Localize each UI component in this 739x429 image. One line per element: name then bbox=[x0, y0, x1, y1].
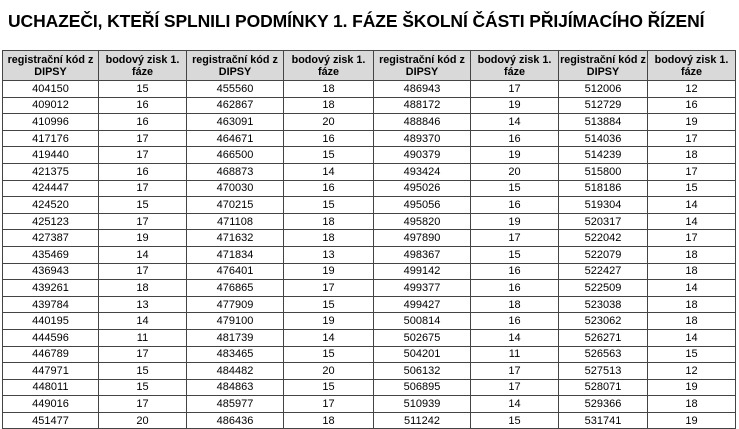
registration-code-cell: 440195 bbox=[3, 313, 99, 330]
registration-code-cell: 451477 bbox=[3, 412, 99, 429]
table-row bbox=[3, 197, 736, 214]
points-cell: 16 bbox=[471, 313, 559, 330]
registration-code-cell: 470030 bbox=[187, 180, 284, 197]
points-cell: 18 bbox=[648, 396, 736, 413]
table-row bbox=[3, 81, 736, 98]
points-cell: 14 bbox=[471, 396, 559, 413]
table-row bbox=[3, 313, 736, 330]
points-cell: 14 bbox=[648, 197, 736, 214]
registration-code-cell: 522509 bbox=[559, 280, 648, 297]
registration-code-cell: 506895 bbox=[374, 379, 471, 396]
points-cell: 14 bbox=[648, 329, 736, 346]
registration-code-cell: 489370 bbox=[374, 130, 471, 147]
registration-code-cell: 523038 bbox=[559, 296, 648, 313]
points-cell: 12 bbox=[648, 81, 736, 98]
registration-code-cell: 512729 bbox=[559, 97, 648, 114]
registration-code-cell: 476401 bbox=[187, 263, 284, 280]
points-cell: 19 bbox=[648, 412, 736, 429]
points-cell: 14 bbox=[99, 246, 187, 263]
table-row bbox=[3, 396, 736, 413]
points-cell: 15 bbox=[648, 346, 736, 363]
registration-code-cell: 515800 bbox=[559, 163, 648, 180]
points-cell: 14 bbox=[284, 163, 374, 180]
registration-code-cell: 448011 bbox=[3, 379, 99, 396]
points-cell: 15 bbox=[471, 246, 559, 263]
points-cell: 17 bbox=[99, 346, 187, 363]
table-row bbox=[3, 329, 736, 346]
page-title: UCHAZEČI, KTEŘÍ SPLNILI PODMÍNKY 1. FÁZE ŠKOLNÍ ČÁSTI PŘIJÍMACÍHO ŘÍZENÍ bbox=[8, 11, 705, 31]
registration-code-cell: 436943 bbox=[3, 263, 99, 280]
registration-code-cell: 522079 bbox=[559, 246, 648, 263]
registration-code-cell: 449016 bbox=[3, 396, 99, 413]
registration-code-cell: 490379 bbox=[374, 147, 471, 164]
registration-code-cell: 495026 bbox=[374, 180, 471, 197]
points-cell: 13 bbox=[284, 246, 374, 263]
registration-code-cell: 488172 bbox=[374, 97, 471, 114]
registration-code-cell: 499142 bbox=[374, 263, 471, 280]
registration-code-cell: 495056 bbox=[374, 197, 471, 214]
points-cell: 14 bbox=[471, 329, 559, 346]
registration-code-cell: 455560 bbox=[187, 81, 284, 98]
points-cell: 17 bbox=[471, 81, 559, 98]
registration-code-cell: 425123 bbox=[3, 213, 99, 230]
table-row bbox=[3, 114, 736, 131]
points-cell: 16 bbox=[284, 130, 374, 147]
points-cell: 17 bbox=[284, 396, 374, 413]
points-cell: 16 bbox=[99, 163, 187, 180]
points-cell: 17 bbox=[99, 396, 187, 413]
points-cell: 19 bbox=[648, 379, 736, 396]
points-cell: 17 bbox=[648, 130, 736, 147]
points-cell: 14 bbox=[284, 329, 374, 346]
points-cell: 18 bbox=[648, 296, 736, 313]
points-cell: 15 bbox=[471, 180, 559, 197]
table-row bbox=[3, 363, 736, 380]
points-cell: 18 bbox=[648, 147, 736, 164]
table-row bbox=[3, 263, 736, 280]
registration-code-cell: 493424 bbox=[374, 163, 471, 180]
points-cell: 15 bbox=[284, 147, 374, 164]
points-cell: 11 bbox=[99, 329, 187, 346]
points-cell: 16 bbox=[471, 280, 559, 297]
registration-code-cell: 468873 bbox=[187, 163, 284, 180]
registration-code-cell: 424520 bbox=[3, 197, 99, 214]
table-row bbox=[3, 246, 736, 263]
registration-code-cell: 476865 bbox=[187, 280, 284, 297]
registration-code-cell: 439261 bbox=[3, 280, 99, 297]
points-cell: 18 bbox=[471, 296, 559, 313]
points-cell: 18 bbox=[284, 81, 374, 98]
points-cell: 16 bbox=[99, 97, 187, 114]
table-row bbox=[3, 147, 736, 164]
points-cell: 20 bbox=[284, 363, 374, 380]
registration-code-cell: 462867 bbox=[187, 97, 284, 114]
registration-code-cell: 519304 bbox=[559, 197, 648, 214]
registration-code-cell: 404150 bbox=[3, 81, 99, 98]
points-cell: 20 bbox=[471, 163, 559, 180]
registration-code-cell: 526563 bbox=[559, 346, 648, 363]
registration-code-cell: 513884 bbox=[559, 114, 648, 131]
registration-code-cell: 471108 bbox=[187, 213, 284, 230]
registration-code-cell: 435469 bbox=[3, 246, 99, 263]
points-cell: 17 bbox=[648, 163, 736, 180]
points-cell: 15 bbox=[284, 197, 374, 214]
points-cell: 18 bbox=[648, 263, 736, 280]
points-cell: 15 bbox=[284, 296, 374, 313]
registration-code-cell: 447971 bbox=[3, 363, 99, 380]
points-cell: 20 bbox=[99, 412, 187, 429]
registration-code-cell: 499377 bbox=[374, 280, 471, 297]
registration-code-cell: 484482 bbox=[187, 363, 284, 380]
registration-code-cell: 417176 bbox=[3, 130, 99, 147]
column-header-code: registrační kód z DIPSY bbox=[187, 51, 284, 81]
registration-code-cell: 464671 bbox=[187, 130, 284, 147]
points-cell: 19 bbox=[284, 313, 374, 330]
points-cell: 19 bbox=[284, 263, 374, 280]
table-body bbox=[3, 81, 736, 429]
registration-code-cell: 427387 bbox=[3, 230, 99, 247]
registration-code-cell: 485977 bbox=[187, 396, 284, 413]
points-cell: 15 bbox=[99, 81, 187, 98]
points-cell: 15 bbox=[99, 197, 187, 214]
points-cell: 17 bbox=[99, 130, 187, 147]
table-header-row bbox=[3, 51, 736, 81]
registration-code-cell: 466500 bbox=[187, 147, 284, 164]
registration-code-cell: 497890 bbox=[374, 230, 471, 247]
registration-code-cell: 439784 bbox=[3, 296, 99, 313]
registration-code-cell: 471834 bbox=[187, 246, 284, 263]
table-row bbox=[3, 163, 736, 180]
registration-code-cell: 481739 bbox=[187, 329, 284, 346]
registration-code-cell: 498367 bbox=[374, 246, 471, 263]
registration-code-cell: 495820 bbox=[374, 213, 471, 230]
registration-code-cell: 499427 bbox=[374, 296, 471, 313]
points-cell: 14 bbox=[471, 114, 559, 131]
registration-code-cell: 470215 bbox=[187, 197, 284, 214]
points-cell: 18 bbox=[284, 97, 374, 114]
results-table bbox=[2, 50, 736, 429]
registration-code-cell: 522042 bbox=[559, 230, 648, 247]
points-cell: 13 bbox=[99, 296, 187, 313]
points-cell: 17 bbox=[648, 230, 736, 247]
points-cell: 14 bbox=[99, 313, 187, 330]
registration-code-cell: 511242 bbox=[374, 412, 471, 429]
registration-code-cell: 477909 bbox=[187, 296, 284, 313]
points-cell: 18 bbox=[284, 412, 374, 429]
registration-code-cell: 522427 bbox=[559, 263, 648, 280]
points-cell: 17 bbox=[471, 379, 559, 396]
points-cell: 14 bbox=[648, 280, 736, 297]
points-cell: 16 bbox=[471, 197, 559, 214]
registration-code-cell: 446789 bbox=[3, 346, 99, 363]
column-header-points: bodový zisk 1. fáze bbox=[648, 51, 736, 81]
registration-code-cell: 529366 bbox=[559, 396, 648, 413]
points-cell: 17 bbox=[471, 230, 559, 247]
registration-code-cell: 471632 bbox=[187, 230, 284, 247]
table-row bbox=[3, 180, 736, 197]
points-cell: 15 bbox=[648, 180, 736, 197]
registration-code-cell: 514239 bbox=[559, 147, 648, 164]
registration-code-cell: 526271 bbox=[559, 329, 648, 346]
registration-code-cell: 444596 bbox=[3, 329, 99, 346]
points-cell: 19 bbox=[648, 114, 736, 131]
table-row bbox=[3, 230, 736, 247]
points-cell: 15 bbox=[99, 363, 187, 380]
points-cell: 17 bbox=[471, 363, 559, 380]
registration-code-cell: 463091 bbox=[187, 114, 284, 131]
points-cell: 16 bbox=[471, 263, 559, 280]
points-cell: 14 bbox=[648, 213, 736, 230]
registration-code-cell: 527513 bbox=[559, 363, 648, 380]
registration-code-cell: 421375 bbox=[3, 163, 99, 180]
points-cell: 19 bbox=[471, 213, 559, 230]
registration-code-cell: 479100 bbox=[187, 313, 284, 330]
points-cell: 15 bbox=[471, 412, 559, 429]
points-cell: 18 bbox=[99, 280, 187, 297]
registration-code-cell: 531741 bbox=[559, 412, 648, 429]
points-cell: 12 bbox=[648, 363, 736, 380]
registration-code-cell: 512006 bbox=[559, 81, 648, 98]
column-header-points: bodový zisk 1. fáze bbox=[284, 51, 374, 81]
column-header-code: registrační kód z DIPSY bbox=[559, 51, 648, 81]
registration-code-cell: 486943 bbox=[374, 81, 471, 98]
table-row bbox=[3, 379, 736, 396]
column-header-code: registrační kód z DIPSY bbox=[374, 51, 471, 81]
table-row bbox=[3, 412, 736, 429]
points-cell: 17 bbox=[99, 147, 187, 164]
column-header-points: bodový zisk 1. fáze bbox=[471, 51, 559, 81]
points-cell: 17 bbox=[284, 280, 374, 297]
points-cell: 17 bbox=[99, 213, 187, 230]
points-cell: 18 bbox=[648, 246, 736, 263]
points-cell: 18 bbox=[284, 230, 374, 247]
points-cell: 19 bbox=[471, 147, 559, 164]
points-cell: 20 bbox=[284, 114, 374, 131]
registration-code-cell: 500814 bbox=[374, 313, 471, 330]
points-cell: 17 bbox=[99, 263, 187, 280]
registration-code-cell: 409012 bbox=[3, 97, 99, 114]
points-cell: 16 bbox=[284, 180, 374, 197]
table-row bbox=[3, 296, 736, 313]
registration-code-cell: 523062 bbox=[559, 313, 648, 330]
points-cell: 18 bbox=[284, 213, 374, 230]
registration-code-cell: 504201 bbox=[374, 346, 471, 363]
table-row bbox=[3, 280, 736, 297]
registration-code-cell: 514036 bbox=[559, 130, 648, 147]
column-header-code: registrační kód z DIPSY bbox=[3, 51, 99, 81]
table-row bbox=[3, 97, 736, 114]
points-cell: 15 bbox=[284, 346, 374, 363]
table-row bbox=[3, 346, 736, 363]
points-cell: 16 bbox=[471, 130, 559, 147]
registration-code-cell: 502675 bbox=[374, 329, 471, 346]
registration-code-cell: 518186 bbox=[559, 180, 648, 197]
points-cell: 19 bbox=[99, 230, 187, 247]
registration-code-cell: 506132 bbox=[374, 363, 471, 380]
points-cell: 15 bbox=[99, 379, 187, 396]
registration-code-cell: 419440 bbox=[3, 147, 99, 164]
registration-code-cell: 488846 bbox=[374, 114, 471, 131]
registration-code-cell: 410996 bbox=[3, 114, 99, 131]
registration-code-cell: 424447 bbox=[3, 180, 99, 197]
registration-code-cell: 510939 bbox=[374, 396, 471, 413]
points-cell: 19 bbox=[471, 97, 559, 114]
registration-code-cell: 486436 bbox=[187, 412, 284, 429]
table-row bbox=[3, 130, 736, 147]
table-row bbox=[3, 213, 736, 230]
registration-code-cell: 484863 bbox=[187, 379, 284, 396]
points-cell: 18 bbox=[648, 313, 736, 330]
registration-code-cell: 528071 bbox=[559, 379, 648, 396]
points-cell: 16 bbox=[648, 97, 736, 114]
registration-code-cell: 483465 bbox=[187, 346, 284, 363]
points-cell: 17 bbox=[99, 180, 187, 197]
column-header-points: bodový zisk 1. fáze bbox=[99, 51, 187, 81]
registration-code-cell: 520317 bbox=[559, 213, 648, 230]
points-cell: 16 bbox=[99, 114, 187, 131]
points-cell: 15 bbox=[284, 379, 374, 396]
points-cell: 11 bbox=[471, 346, 559, 363]
